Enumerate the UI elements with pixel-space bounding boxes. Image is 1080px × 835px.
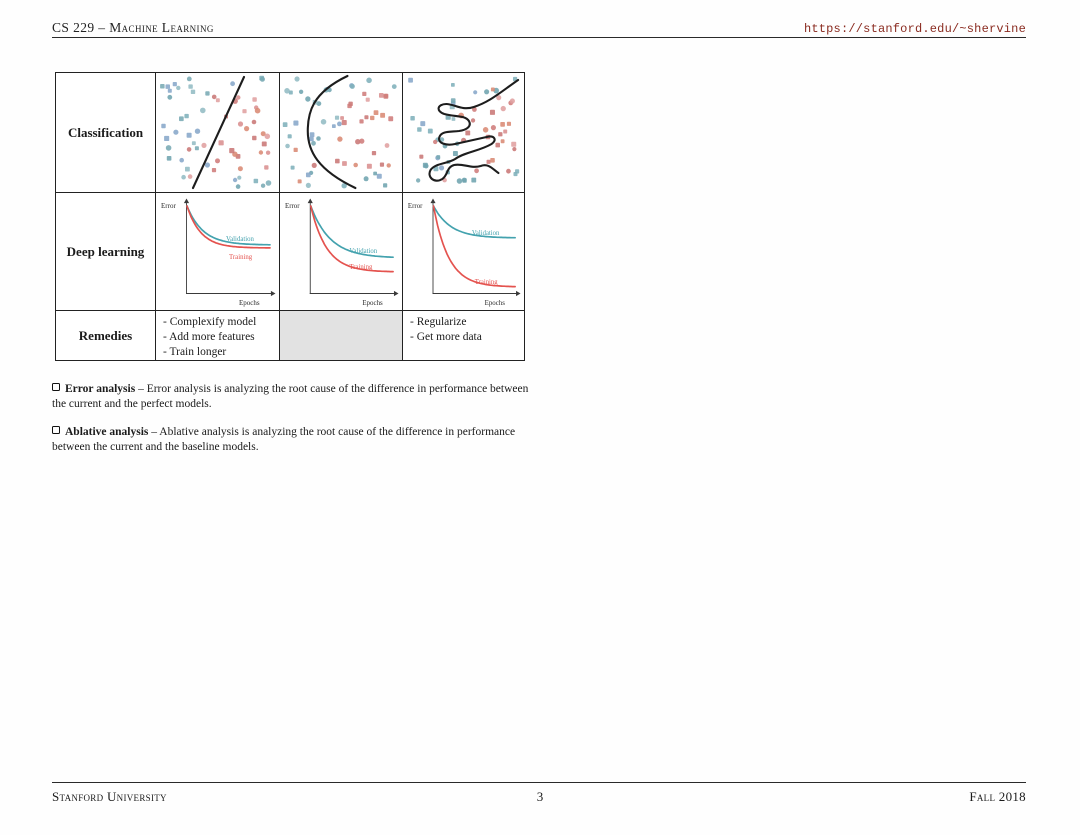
data-point	[167, 95, 172, 100]
data-point	[370, 116, 374, 120]
data-point	[512, 147, 516, 151]
footer-page-number: 3	[536, 789, 544, 804]
data-point	[377, 174, 382, 179]
data-point	[501, 106, 506, 111]
data-point	[294, 148, 298, 152]
data-point	[237, 176, 241, 180]
data-point	[380, 163, 384, 167]
note-body: Error analysis is analyzing the root cause of the difference in performance between the current and the perfect models.	[52, 383, 529, 410]
data-point	[252, 120, 257, 125]
data-point	[424, 164, 429, 169]
x-axis-arrow-icon	[271, 291, 276, 296]
data-point	[364, 115, 368, 119]
data-point	[507, 122, 511, 126]
loss-curves	[433, 206, 515, 287]
cell-classification-overfitting	[403, 73, 525, 193]
data-point	[261, 184, 265, 188]
data-point	[160, 84, 165, 89]
data-point	[383, 94, 388, 99]
header-course-title: CS 229 – Machine Learning	[52, 20, 214, 35]
data-point	[201, 143, 206, 148]
loss-curves-overfitting-plot	[403, 193, 524, 310]
data-point	[166, 145, 172, 151]
data-point	[262, 142, 267, 147]
notes-section	[52, 382, 544, 468]
data-point	[491, 125, 496, 130]
data-point	[173, 82, 177, 86]
data-point	[173, 130, 178, 135]
data-point	[168, 89, 172, 93]
data-point	[238, 121, 243, 126]
data-point	[205, 162, 210, 167]
scatter-points	[283, 76, 397, 188]
data-point	[219, 140, 224, 145]
data-point	[321, 119, 327, 125]
data-point	[366, 78, 372, 84]
validation-label: Validation	[471, 229, 500, 238]
row-label-deep-learning: Deep learning	[56, 193, 156, 311]
data-point	[436, 155, 440, 159]
square-bullet-icon	[52, 383, 60, 391]
cell-classification-just-right	[280, 73, 403, 193]
training-curve	[433, 206, 515, 287]
training-curve	[311, 206, 393, 272]
training-label: Training	[349, 263, 373, 272]
data-point	[191, 90, 195, 94]
data-point	[244, 126, 249, 131]
data-point	[254, 179, 259, 184]
data-point	[187, 77, 192, 82]
x-axis-label: Epochs	[239, 299, 260, 307]
cell-classification-underfitting	[156, 73, 280, 193]
header-url-link[interactable]: https://stanford.edu/~shervine	[803, 22, 1026, 36]
data-point	[471, 118, 475, 122]
scatter-points	[160, 76, 271, 189]
y-axis-arrow-icon	[308, 199, 313, 204]
data-point	[316, 136, 321, 141]
note-separator: –	[148, 425, 160, 438]
data-point	[342, 161, 347, 166]
x-axis-label: Epochs	[484, 298, 505, 308]
validation-label: Validation	[349, 247, 378, 256]
data-point	[242, 109, 246, 113]
y-axis-arrow-icon	[184, 199, 189, 204]
footer-institution: Stanford University	[52, 789, 167, 804]
data-point	[408, 78, 413, 83]
data-point	[167, 156, 172, 161]
data-point	[179, 116, 184, 121]
note-separator: –	[135, 383, 147, 395]
data-point	[335, 116, 339, 120]
validation-label: Validation	[226, 236, 254, 243]
data-point	[428, 129, 433, 134]
data-point	[498, 132, 502, 136]
data-point	[385, 143, 390, 148]
data-point	[238, 166, 243, 171]
remedy-line: - Get more data	[410, 331, 482, 344]
data-point	[233, 178, 237, 182]
data-point	[503, 130, 507, 134]
data-point	[176, 86, 180, 90]
data-point	[465, 131, 470, 136]
data-point	[181, 175, 186, 180]
data-point	[184, 114, 188, 118]
data-point	[388, 116, 393, 121]
loss-curves-just-right-plot	[280, 193, 402, 310]
data-point	[293, 121, 298, 126]
decision-boundary	[193, 77, 244, 188]
data-point	[252, 136, 256, 140]
data-point	[185, 167, 190, 172]
data-point	[306, 173, 311, 178]
data-point	[255, 108, 261, 114]
data-point	[392, 84, 397, 89]
data-point	[188, 174, 193, 179]
data-point	[294, 76, 299, 81]
y-axis-label: Error	[284, 201, 300, 211]
row-label-remedies: Remedies	[56, 311, 156, 361]
data-point	[490, 158, 495, 163]
data-point	[187, 147, 192, 152]
data-point	[416, 178, 420, 182]
data-point	[374, 110, 379, 115]
data-point	[511, 142, 516, 147]
data-point	[340, 116, 344, 120]
y-axis-label: Error	[407, 201, 423, 211]
y-axis-label: Error	[161, 202, 176, 210]
data-point	[192, 141, 196, 145]
data-point	[188, 84, 192, 88]
data-point	[474, 168, 479, 173]
data-point	[195, 129, 200, 134]
data-point	[332, 124, 336, 128]
data-point	[500, 122, 505, 127]
data-point	[311, 141, 316, 146]
comparison-table	[55, 72, 525, 361]
x-axis-arrow-icon	[516, 291, 521, 296]
x-axis-label: Epochs	[362, 298, 383, 308]
row-label-classification: Classification	[56, 73, 156, 193]
data-point	[284, 88, 290, 94]
data-point	[451, 83, 455, 87]
data-point	[419, 155, 423, 159]
data-point	[310, 132, 315, 137]
data-point	[259, 150, 263, 154]
data-point	[216, 98, 220, 102]
data-point	[337, 122, 342, 127]
data-point	[490, 110, 495, 115]
data-point	[299, 90, 303, 94]
data-point	[212, 168, 216, 172]
data-point	[471, 178, 476, 183]
data-point	[373, 172, 377, 176]
data-point	[195, 146, 199, 150]
data-point	[312, 163, 317, 168]
data-point	[283, 122, 288, 127]
note-term: Ablative analysis	[65, 425, 149, 438]
data-point	[161, 124, 165, 128]
data-point	[205, 91, 209, 95]
data-point	[462, 178, 466, 183]
data-point	[420, 121, 425, 126]
data-point	[366, 98, 370, 102]
data-point	[484, 89, 489, 94]
x-axis-arrow-icon	[394, 291, 399, 296]
classification-overfitting-plot	[403, 73, 524, 192]
data-point	[439, 165, 444, 170]
data-point	[495, 143, 500, 148]
data-point	[265, 134, 271, 140]
remedies-just-right-empty	[280, 311, 403, 361]
data-point	[487, 160, 491, 164]
data-point	[288, 134, 292, 138]
data-point	[515, 169, 519, 173]
footer-rule	[52, 782, 1026, 783]
classification-just-right-plot	[280, 73, 402, 192]
note-error-analysis	[52, 382, 544, 412]
remedy-line: - Train longer	[163, 346, 227, 359]
data-point	[380, 113, 385, 118]
data-point	[179, 158, 184, 163]
data-point	[491, 88, 495, 92]
data-point	[483, 127, 489, 133]
data-point	[298, 179, 302, 183]
data-point	[187, 133, 192, 138]
data-point	[215, 158, 220, 163]
data-point	[452, 117, 456, 121]
data-point	[506, 169, 511, 174]
data-point	[367, 164, 372, 169]
data-point	[305, 96, 310, 101]
data-point	[501, 139, 505, 143]
data-point	[335, 159, 340, 164]
data-point	[383, 183, 387, 187]
data-point	[410, 116, 414, 121]
data-point	[252, 97, 256, 101]
data-point	[364, 176, 369, 181]
training-label: Training	[474, 278, 498, 287]
data-point	[309, 137, 313, 142]
remedy-line: - Complexify model	[163, 316, 257, 328]
data-point	[353, 163, 358, 168]
data-point	[451, 98, 456, 103]
data-point	[200, 108, 206, 114]
remedies-underfitting	[156, 311, 280, 361]
header-rule	[52, 37, 1026, 38]
data-point	[285, 144, 290, 149]
data-point	[379, 93, 384, 98]
note-body: Ablative analysis is analyzing the root cause of the difference in performance between the current and the baseline models.	[52, 425, 516, 453]
cell-deep-learning-just-right	[280, 193, 403, 311]
data-point	[260, 77, 265, 82]
data-point	[457, 178, 463, 184]
remedy-line: - Regularize	[410, 316, 467, 328]
data-point	[337, 136, 342, 141]
square-bullet-icon	[52, 426, 60, 434]
remedies-overfitting	[403, 311, 525, 361]
data-point	[453, 151, 458, 156]
note-ablative-analysis	[52, 425, 544, 455]
data-point	[347, 104, 351, 109]
data-point	[306, 183, 311, 188]
data-point	[342, 120, 347, 125]
data-point	[417, 127, 421, 132]
data-point	[510, 98, 515, 103]
data-point	[387, 163, 391, 167]
loss-curves	[311, 206, 393, 272]
data-point	[433, 140, 437, 144]
cell-deep-learning-underfitting	[156, 193, 280, 311]
data-point	[229, 148, 234, 153]
loss-curves-underfitting-plot	[156, 193, 279, 310]
training-label: Training	[229, 254, 253, 261]
decision-boundary	[308, 76, 356, 188]
data-point	[266, 151, 270, 155]
data-point	[359, 119, 363, 123]
cell-deep-learning-overfitting	[403, 193, 525, 311]
data-point	[212, 95, 217, 100]
note-term: Error analysis	[65, 383, 136, 395]
data-point	[236, 184, 241, 189]
y-axis-arrow-icon	[430, 199, 435, 204]
data-point	[473, 90, 477, 94]
data-point	[166, 84, 171, 89]
data-point	[264, 165, 268, 169]
data-point	[164, 136, 169, 141]
data-point	[350, 84, 355, 89]
data-point	[266, 180, 272, 186]
data-point	[291, 166, 295, 170]
remedy-line: - Add more features	[163, 331, 255, 344]
data-point	[362, 92, 366, 96]
classification-underfitting-plot	[156, 73, 279, 192]
data-point	[230, 81, 235, 86]
data-point	[372, 151, 376, 155]
data-point	[359, 139, 364, 144]
footer-term: Fall 2018	[969, 789, 1026, 804]
